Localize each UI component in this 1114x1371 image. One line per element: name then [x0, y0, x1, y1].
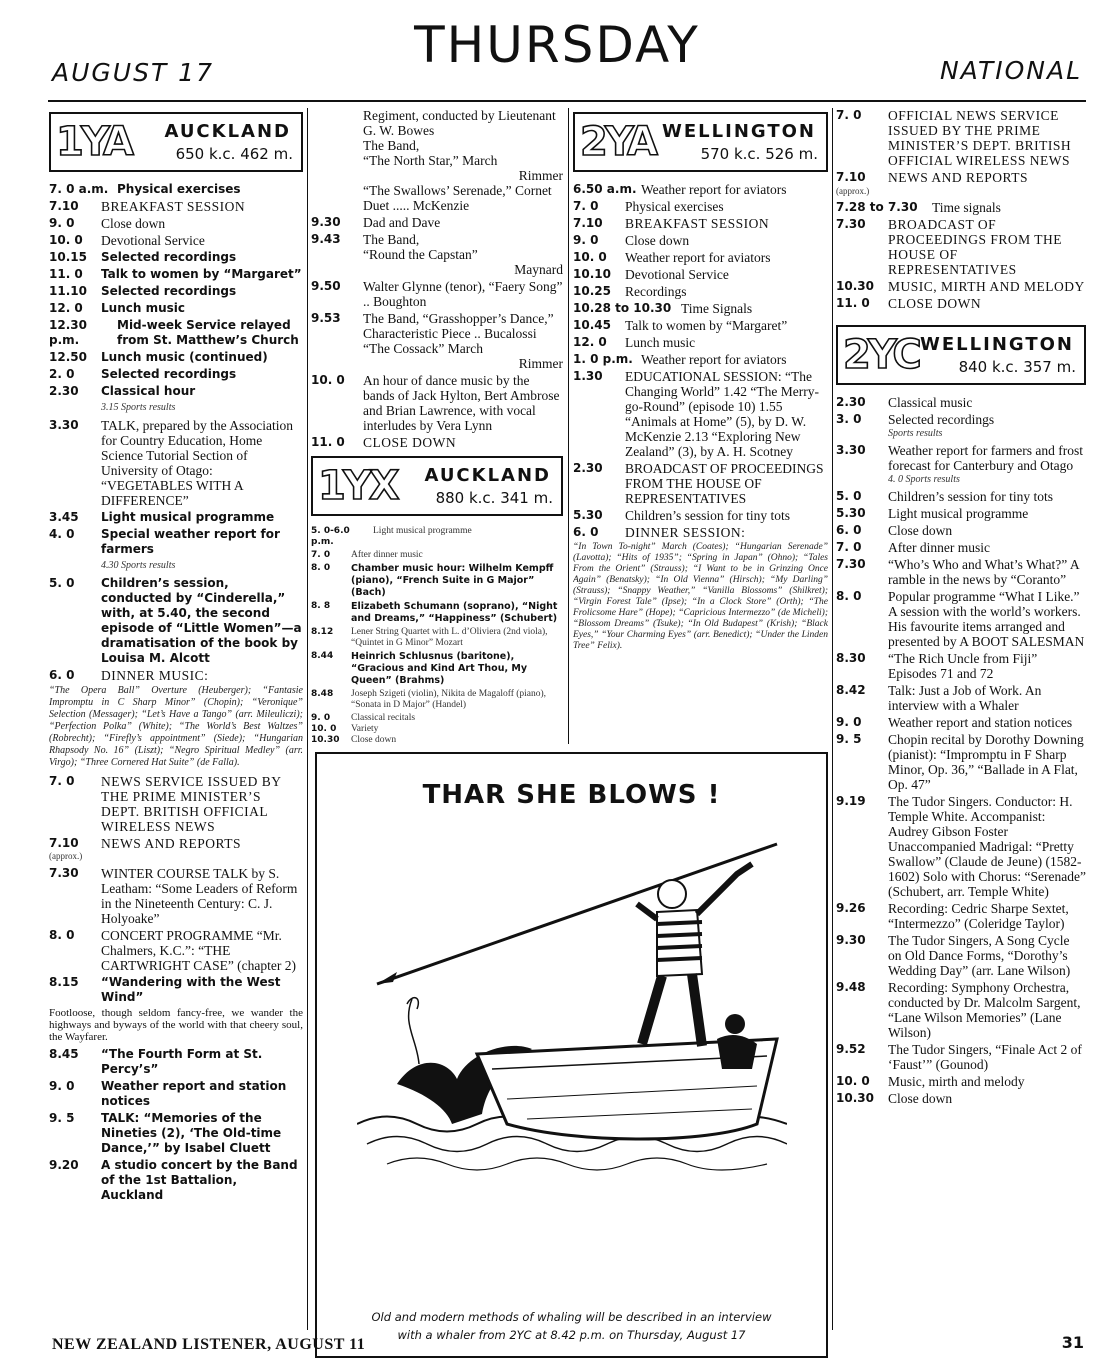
programme-item: Close down — [888, 1091, 953, 1106]
programme-item: “The Fourth Form at St. Percy’s” — [101, 1047, 263, 1076]
caption-line: Old and modern methods of whaling will be described in an interview — [371, 1310, 772, 1324]
time: 10.15 — [49, 250, 87, 264]
time: 7.10 — [49, 836, 79, 850]
programme-item: The Tudor Singers, “Finale Act 2 of ‘Faust’” (Gounod) — [888, 1042, 1082, 1072]
programme-item: Dad and Dave — [363, 215, 441, 230]
whaler-illustration — [357, 824, 787, 1204]
header-rule — [48, 100, 1086, 102]
sports-results-note: 3.15 Sports results — [101, 402, 176, 413]
composer: Maynard — [514, 262, 563, 277]
programme-item: Talk to women by “Margaret” — [625, 318, 788, 333]
programme-item: Lunch music — [625, 335, 696, 350]
station-frequency: 570 k.c. 526 m. — [700, 145, 818, 163]
programme-item: Weather report for aviators — [641, 182, 787, 197]
programme-item: Weather report and station notices — [888, 715, 1073, 730]
time: 7.28 to 7.30 — [836, 200, 918, 214]
programme-item: Special weather report for farmers — [101, 527, 280, 556]
page-day-title: THURSDAY — [414, 16, 700, 74]
time: 6. 0 — [836, 523, 862, 537]
programme-item: “Who’s Who and What’s What?” A ramble in the news by “Coranto” — [888, 557, 1079, 587]
column-2yc — [836, 108, 1086, 1108]
sports-results-note: Sports results — [888, 428, 943, 439]
time: 9. 0 — [49, 216, 75, 230]
programme-item: Children’s session, conducted by “Cinderella,” with, at 5.40, the second episode of “Little Women”—a dramatisation of the book by Louisa M. Alcott — [101, 576, 302, 665]
time: 7.30 — [836, 217, 866, 231]
station-frequency: 840 k.c. 357 m. — [958, 358, 1076, 376]
programme-line: “The Swallows’ Serenade,” Cornet Duet ..... McKenzie — [363, 183, 552, 213]
time: 4. 0 — [49, 527, 75, 541]
programme-item: Weather report for farmers and frost forecast for Canterbury and Otago — [888, 443, 1083, 473]
programme-item: EDUCATIONAL SESSION: “The Changing World” 1.42 “The Merry-go-Round” (episode 10) 1.55 “Animals at Home” (5), by D. W. McKenzie 2.13 “Exploring New Zealand” (3), by A. H. Scotney — [625, 369, 819, 459]
time: 1. 0 p.m. — [573, 352, 633, 366]
time: 7. 0 — [836, 108, 862, 122]
time: 8. 0 — [49, 928, 75, 942]
illustration-caption — [337, 1308, 806, 1344]
time: 9.48 — [836, 980, 866, 994]
station-call-sign: 2YC — [843, 332, 919, 378]
programme-item: Time signals — [932, 200, 1001, 215]
programme-item: BROADCAST OF PROCEEDINGS FROM THE HOUSE OF REPRESENTATIVES — [888, 217, 1063, 277]
programme-item: Classical hour — [101, 384, 196, 398]
programme-item: WINTER COURSE TALK by S. Leatham: “Some Leaders of Reform in the Nineteenth Century: C. J. Holyoake” — [101, 866, 298, 926]
station-call-sign: 2YA — [580, 119, 655, 165]
programme-item: The Tudor Singers, A Song Cycle on Old Dance Forms, “Dorothy’s Wedding Day” (arr. Lane Wilson) — [888, 933, 1071, 978]
time: 3.30 — [836, 443, 866, 457]
column-1ya-continued — [311, 108, 563, 748]
programme-item: After dinner music — [351, 550, 423, 560]
programme-item: Close down — [351, 735, 397, 745]
programme-item: Devotional Service — [101, 233, 205, 248]
programme-item: Physical exercises — [117, 182, 241, 196]
programme-item: Mid-week Service relayed from St. Matthew’s Church — [117, 318, 299, 347]
programme-item: Talk to women by “Margaret” — [101, 267, 302, 281]
programme-item: Lunch music — [101, 301, 185, 315]
time: 7.30 — [836, 557, 866, 571]
sports-results-note: 4.30 Sports results — [101, 560, 176, 571]
programme-item: Time Signals — [681, 301, 753, 316]
programme-item: Classical recitals — [351, 713, 416, 723]
programme-item: Close down — [625, 233, 690, 248]
station-box-2ya — [573, 112, 828, 172]
time: 9.30 — [836, 933, 866, 947]
time: 5. 0 — [49, 576, 75, 590]
composer: Rimmer — [518, 356, 563, 371]
programme-item: Light musical programme — [101, 510, 275, 524]
programme-item: Recording: Cedric Sharpe Sextet, “Intermezzo” (Coleridge Taylor) — [888, 901, 1069, 931]
programme-item: Weather report for aviators — [625, 250, 771, 265]
programme-line: “Round the Capstan” — [363, 247, 478, 262]
station-city: AUCKLAND — [424, 465, 551, 486]
programme-continued: Regiment, conducted by Lieutenant G. W. Bowes — [363, 108, 556, 138]
time: 10. 0 — [573, 250, 607, 264]
programme-item: Popular programme “What I Like.” A session with the world’s workers. His favourite items arranged and presented by A BOOT SALESMAN — [888, 589, 1085, 649]
programme-item: MUSIC, MIRTH AND MELODY — [888, 279, 1085, 294]
programme-item: Children’s session for tiny tots — [888, 489, 1053, 504]
programme-item: Talk: Just a Job of Work. An interview with a Whaler — [888, 683, 1042, 713]
time: 11. 0 — [49, 267, 83, 281]
programme-item: Selected recordings — [101, 367, 237, 381]
programme-item: NEWS AND REPORTS — [888, 170, 1028, 185]
time: 9. 0 — [49, 1079, 75, 1093]
time: 9. 0 — [573, 233, 599, 247]
time: 12. 0 — [49, 301, 83, 315]
station-frequency: 650 k.c. 462 m. — [175, 145, 293, 163]
programme-item: NEWS SERVICE ISSUED BY THE PRIME MINISTER’S DEPT. BRITISH OFFICIAL WIRELESS NEWS — [101, 774, 282, 834]
time: 7. 0 a.m. — [49, 182, 109, 196]
programme-item: Classical music — [888, 395, 973, 410]
time: 9. 0 — [836, 715, 862, 729]
publication-footer: NEW ZEALAND LISTENER, AUGUST 11 — [52, 1336, 366, 1353]
footloose-note: Footloose, though seldom fancy-free, we wander the highways and byways of the world with that cheery soul, the Wayfarer. — [49, 1007, 303, 1043]
station-city: WELLINGTON — [920, 334, 1074, 355]
programme-item: DINNER MUSIC: — [101, 668, 209, 683]
programme-item: TALK, prepared by the Association for Country Education, Home Science Tutorial Section of University of Otago: “VEGETABLES WITH A DIFFERENCE” — [101, 418, 293, 508]
station-call-sign: 1YX — [318, 463, 397, 509]
programme-item: Joseph Szigeti (violin), Nikita de Magaloff (piano), “Sonata in D Major” (Handel) — [351, 689, 547, 710]
time: 7.10 — [836, 170, 866, 184]
time: 3. 0 — [836, 412, 862, 426]
time: 10. 0 — [49, 233, 83, 247]
time: 10.10 — [573, 267, 611, 281]
time: 11. 0 — [311, 435, 345, 449]
composer: Rimmer — [518, 168, 563, 183]
programme-item: OFFICIAL NEWS SERVICE ISSUED BY THE PRIME MINISTER’S DEPT. BRITISH OFFICIAL WIRELESS NEWS — [888, 108, 1072, 168]
sports-results-note: 4. 0 Sports results — [888, 474, 960, 485]
time: 2.30 — [49, 384, 79, 398]
time: 10.30 — [311, 735, 340, 745]
programme-item: Close down — [101, 216, 166, 231]
station-box-1yx — [311, 456, 563, 516]
time: 7. 0 — [49, 774, 75, 788]
programme-item: “Wandering with the West Wind” — [101, 975, 281, 1004]
column-divider — [832, 108, 833, 1330]
time: 9.30 — [311, 215, 341, 229]
time: 2.30 — [836, 395, 866, 409]
programme-item: NEWS AND REPORTS — [101, 836, 241, 851]
time: 12. 0 — [573, 335, 607, 349]
programme-line: The Band, — [363, 138, 420, 153]
time: 9.26 — [836, 901, 866, 915]
programme-item: Lunch music (continued) — [101, 350, 268, 364]
whaling-illustration-box — [315, 752, 828, 1358]
approx-note: (approx.) — [836, 186, 870, 196]
time: 12.30 p.m. — [49, 318, 87, 347]
programme-item: Close down — [888, 523, 953, 538]
programme-item: “The Rich Uncle from Fiji” Episodes 71 and 72 — [888, 651, 1038, 681]
time: 3.45 — [49, 510, 79, 524]
programme-item: Elizabeth Schumann (soprano), “Night and Dreams,” “Happiness” (Schubert) — [351, 601, 558, 624]
programme-item: Physical exercises — [625, 199, 724, 214]
time: 8.30 — [836, 651, 866, 665]
caption-line: with a whaler from 2YC at 8.42 p.m. on Thursday, August 17 — [397, 1328, 746, 1342]
time: 10.30 — [836, 279, 874, 293]
illustration-title: THAR SHE BLOWS ! — [422, 780, 721, 810]
time: 11.10 — [49, 284, 87, 298]
time: 8. 8 — [311, 601, 331, 611]
programme-item: CLOSE DOWN — [888, 296, 982, 311]
time: 10.30 — [836, 1091, 874, 1105]
time: 7.30 — [49, 866, 79, 880]
programme-item: BROADCAST OF PROCEEDINGS FROM THE HOUSE OF REPRESENTATIVES — [625, 461, 824, 506]
time: 5. 0 — [836, 489, 862, 503]
programme-item: Walter Glynne (tenor), “Faery Song” .. Boughton — [363, 279, 563, 309]
programme-item: Selected recordings — [101, 284, 237, 298]
time: 9. 5 — [836, 732, 862, 746]
station-box-2yc — [836, 325, 1086, 385]
dinner-music-list: “The Opera Ball” Overture (Heuberger); “Fantasie Impromptu in C Sharp Minor” (Chopin); “Veronique” Selection (Messager); “Let’s Have a Tango” (arr. Mileuliczi); “Perfection Polka” (White); “The World’s Best Waltzes” (Robrecht); “Firefly’s appointment” (Siede); “Hungarian Rhapsody No. 16” (Liszt); “Negro Spiritual Medley” (arr. Virgo); “Three Cornered Hat Suite” (de Falla). — [49, 685, 303, 768]
time: 8.42 — [836, 683, 866, 697]
time: 7.10 — [573, 216, 603, 230]
time: 10. 0 — [311, 373, 345, 387]
programme-item: The Band, “Grasshopper’s Dance,” Characteristic Piece .. Bucalossi “The Cossack” March — [363, 311, 554, 356]
time: 10. 0 — [311, 724, 337, 734]
time: 9.43 — [311, 232, 341, 246]
programme-item: Chopin recital by Dorothy Downing (pianist): “Impromptu in F Sharp Minor, Op. 36,” “Ballade in A Flat, Op. 47” — [888, 732, 1084, 792]
approx-note: (approx.) — [49, 851, 83, 861]
time: 7. 0 — [836, 540, 862, 554]
programme-item: The Band, — [363, 232, 420, 247]
programme-item: TALK: “Memories of the Nineties (2), ‘The Old-time Dance,’” by Isabel Cluett — [101, 1111, 282, 1155]
time: 2.30 — [573, 461, 603, 475]
network-label: NATIONAL — [939, 56, 1082, 85]
programme-item: Weather report for aviators — [641, 352, 787, 367]
programme-item: Variety — [351, 724, 379, 734]
time: 6.50 a.m. — [573, 182, 637, 196]
column-divider — [307, 108, 308, 1330]
programme-item: Children’s session for tiny tots — [625, 508, 790, 523]
time: 8. 0 — [836, 589, 862, 603]
programme-item: Selected recordings — [888, 412, 995, 427]
column-1yA — [49, 108, 303, 1205]
time: 8. 0 — [311, 563, 331, 573]
time: 9. 0 — [311, 713, 331, 723]
time: 8.15 — [49, 975, 79, 989]
programme-item: CLOSE DOWN — [363, 435, 457, 450]
time: 8.48 — [311, 689, 334, 699]
time: 3.30 — [49, 418, 79, 432]
time: 1.30 — [573, 369, 603, 383]
time: 10.28 to 10.30 — [573, 301, 672, 315]
time: 10. 0 — [836, 1074, 870, 1088]
time: 10.25 — [573, 284, 611, 298]
programme-item: DINNER SESSION: — [625, 525, 746, 540]
programme-line: “The North Star,” March — [363, 153, 498, 168]
time: 8.45 — [49, 1047, 79, 1061]
time: 12.50 — [49, 350, 87, 364]
page-number: 31 — [1061, 1333, 1084, 1352]
programme-item: An hour of dance music by the bands of Jack Hylton, Bert Ambrose and Brian Lawrence, with vocal interludes by Vera Lynn — [363, 373, 560, 433]
programme-item: Light musical programme — [373, 526, 472, 536]
station-box-1ya — [49, 112, 303, 172]
programme-item: Devotional Service — [625, 267, 729, 282]
time: 7. 0 — [311, 550, 331, 560]
time: 9.53 — [311, 311, 341, 325]
time: 9.50 — [311, 279, 341, 293]
time: 9.19 — [836, 794, 866, 808]
station-city: WELLINGTON — [662, 121, 816, 142]
time: 10.45 — [573, 318, 611, 332]
time: 9. 5 — [49, 1111, 75, 1125]
time: 5. 0-6.0 p.m. — [311, 526, 350, 547]
programme-item: CONCERT PROGRAMME “Mr. Chalmers, K.C.”: “THE CARTWRIGHT CASE” (chapter 2) — [101, 928, 297, 973]
programme-item: Weather report and station notices — [101, 1079, 287, 1108]
column-divider — [568, 108, 569, 744]
programme-item: Heinrich Schlusnus (baritone), “Gracious and Kind Art Thou, My Queen” (Brahms) — [351, 651, 528, 686]
time: 7. 0 — [573, 199, 599, 213]
programme-item: Light musical programme — [888, 506, 1029, 521]
dinner-session-list: “In Town To-night” March (Coates); “Hungarian Serenade” (Lavotta); “Hits of 1935”; “Spring in Japan” (Ohno); “Tales From the Orient” (Strauss); “I Want to be in Grinzing Once Again” (Benatsky); “In Old Vienna” (Hirsch); “My Darling” (Strauss); “Snappy Weather,” “Vanilla Blossoms” (Shilkret); “Virgin Forest Tale” (Ipse); “In a Clock Store” (Orth); “The Frolicsome Hare” (Hope); “Capricious Intermezzo” (de Micheli); “Blossom Dreams” (Tsuke); “In Old Budapest” (Krish); “Black Eyes,” “Your Charming Eyes” (arr. Benedict); “Under the Linden Tree” Felix). — [573, 542, 828, 651]
programme-item: Chamber music hour: Wilhelm Kempff (piano), “French Suite in G Major” (Bach) — [351, 563, 554, 598]
time: 8.12 — [311, 627, 334, 637]
station-call-sign: 1YA — [56, 119, 131, 165]
programme-item: BREAKFAST SESSION — [625, 216, 770, 231]
programme-item: The Tudor Singers. Conductor: H. Temple White. Accompanist: Audrey Gibson Foster Unaccompanied Madrigal: “Pretty Swallow” (Claude de Jeune) (1582-1602) Solo with Chorus: “Serenade” (Schubert, arr. Temple White) — [888, 794, 1086, 899]
time: 9.52 — [836, 1042, 866, 1056]
time: 11. 0 — [836, 296, 870, 310]
programme-item: Lener String Quartet with L. d’Oliviera (2nd viola), “Quintet in G Minor” Mozart — [351, 627, 548, 648]
programme-item: After dinner music — [888, 540, 990, 555]
time: 9.20 — [49, 1158, 79, 1172]
programme-item: Recording: Symphony Orchestra, conducted by Dr. Malcolm Sargent, “Lane Wilson Memories” (Lane Wilson) — [888, 980, 1081, 1040]
column-2ya — [573, 108, 828, 652]
programme-item: Recordings — [625, 284, 687, 299]
time: 5.30 — [573, 508, 603, 522]
time: 2. 0 — [49, 367, 75, 381]
programme-item: Music, mirth and melody — [888, 1074, 1025, 1089]
time: 6. 0 — [573, 525, 599, 539]
station-city: AUCKLAND — [164, 121, 291, 142]
programme-item: Selected recordings — [101, 250, 237, 264]
page-date: AUGUST 17 — [52, 58, 214, 87]
time: 6. 0 — [49, 668, 75, 682]
station-frequency: 880 k.c. 341 m. — [435, 489, 553, 507]
time: 7.10 — [49, 199, 79, 213]
time: 8.44 — [311, 651, 334, 661]
programme-item: A studio concert by the Band of the 1st Battalion, Auckland — [101, 1158, 298, 1202]
time: 5.30 — [836, 506, 866, 520]
programme-item: BREAKFAST SESSION — [101, 199, 246, 214]
